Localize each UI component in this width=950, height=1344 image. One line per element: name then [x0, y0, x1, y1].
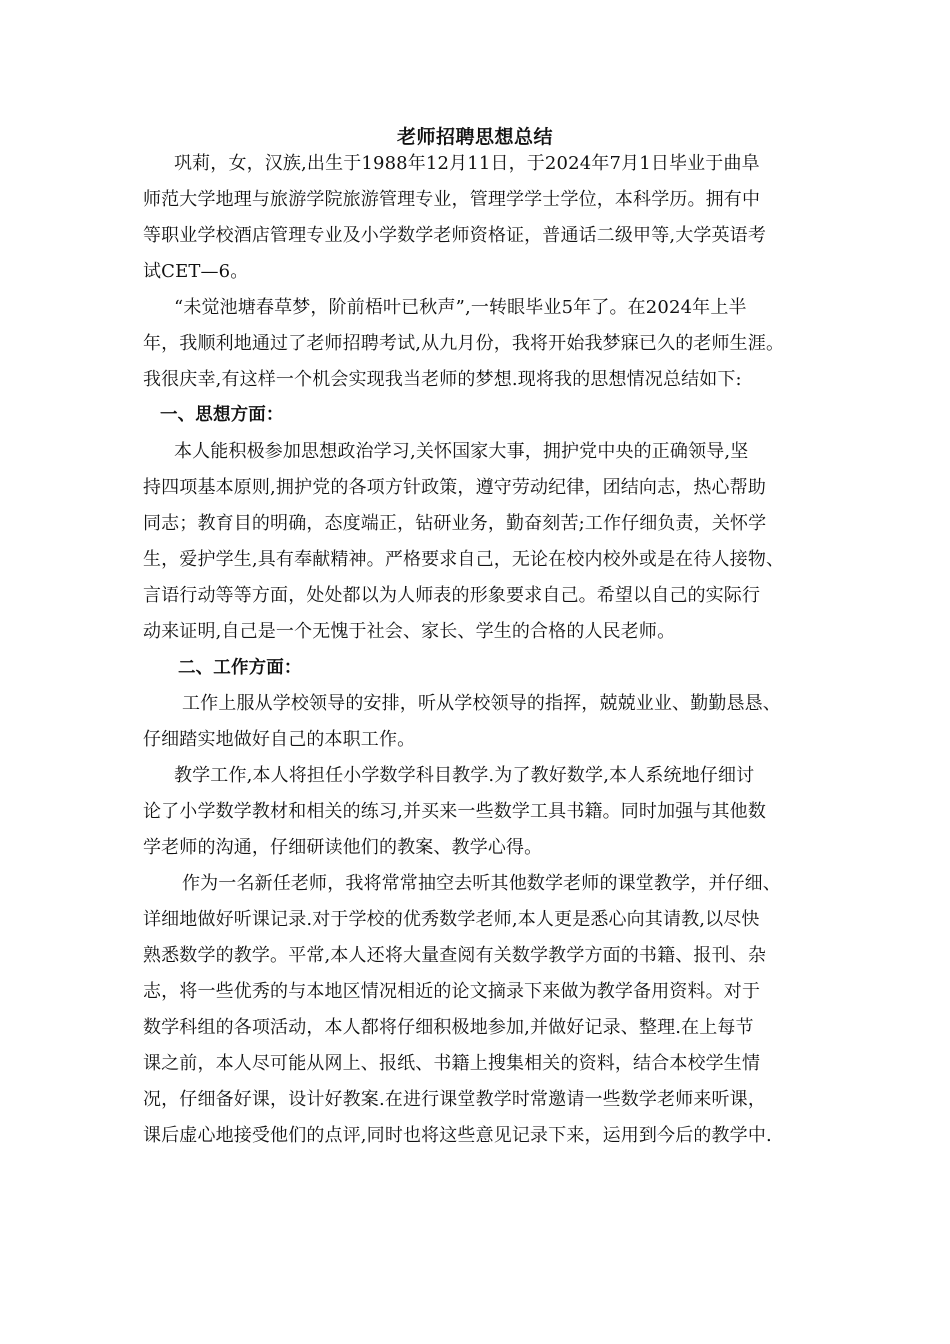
body-text-line: 学老师的沟通，仔细研读他们的教案、教学心得。: [143, 837, 543, 858]
body-text-line: 言语行动等等方面，处处都以为人师表的形象要求自己。希望以自己的实际行: [143, 585, 761, 606]
body-text-line: 数学科组的各项活动，本人都将仔细积极地参加,并做好记录、整理.在上每节: [143, 1017, 754, 1038]
body-text-line: 等职业学校酒店管理专业及小学数学老师资格证，普通话二级甲等,大学英语考: [143, 225, 766, 246]
body-text-line: 详细地做好听课记录.对于学校的优秀数学老师,本人更是悉心向其请教,以尽快: [143, 909, 760, 930]
body-text-line: 持四项基本原则,拥护党的各项方针政策，遵守劳动纪律，团结向志，热心帮助: [143, 477, 766, 498]
section-heading: 二、工作方面：: [178, 658, 302, 678]
section-heading: 一、思想方面：: [160, 405, 284, 425]
body-text-line: 动来证明,自己是一个无愧于社会、家长、学生的合格的人民老师。: [143, 621, 676, 642]
body-text-line: 仔细踏实地做好自己的本职工作。: [143, 729, 416, 750]
body-text-line: “未觉池塘春草梦，阶前梧叶已秋声”,一转眼毕业5年了。在2024年上半: [174, 297, 747, 318]
body-text-line: 熟悉数学的教学。平常,本人还将大量查阅有关数学教学方面的书籍、报刊、杂: [143, 945, 766, 966]
body-text-line: 年，我顺利地通过了老师招聘考试,从九月份，我将开始我梦寐已久的老师生涯。: [143, 333, 785, 354]
body-text-line: 况，仔细备好课，设计好教案.在进行课堂教学时常邀请一些数学老师来听课，: [143, 1089, 766, 1110]
body-text-line: 生，爱护学生,具有奉献精神。严格要求自己，无论在校内校外或是在待人接物、: [143, 549, 785, 570]
body-text-line: 工作上服从学校领导的安排，听从学校领导的指挥，兢兢业业、勤勤恳恳、: [182, 693, 781, 714]
body-text-line: 论了小学数学教材和相关的练习,并买来一些数学工具书籍。同时加强与其他数: [143, 801, 766, 822]
body-text-line: 师范大学地理与旅游学院旅游管理专业，管理学学士学位，本科学历。拥有中: [143, 189, 761, 210]
body-text-line: 本人能积极参加思想政治学习,关怀国家大事，拥护党中央的正确领导,坚: [174, 441, 749, 462]
body-text-line: 教学工作,本人将担任小学数学科目教学.为了教好数学,本人系统地仔细讨: [174, 765, 755, 786]
body-text-line: 巩莉，女，汉族,出生于1988年12月11日，于2024年7月1日毕业于曲阜: [174, 153, 760, 174]
body-text-line: 试CET—6。: [143, 261, 249, 282]
body-text-line: 志，将一些优秀的与本地区情况相近的论文摘录下来做为教学备用资料。对于: [143, 981, 761, 1002]
body-text-line: 课后虚心地接受他们的点评,同时也将这些意见记录下来，运用到今后的教学中.: [143, 1125, 772, 1146]
body-text-line: 作为一名新任老师，我将常常抽空去听其他数学老师的课堂教学，并仔细、: [182, 873, 781, 894]
document-title: 老师招聘思想总结: [396, 126, 553, 148]
body-text-line: 同志；教育目的明确，态度端正，钻研业务，勤奋刻苦;工作仔细负责，关怀学: [143, 513, 767, 534]
body-text-line: 我很庆幸,有这样一个机会实现我当老师的梦想.现将我的思想情况总结如下:: [143, 369, 742, 390]
body-text-line: 课之前，本人尽可能从网上、报纸、书籍上搜集相关的资料，结合本校学生情: [143, 1053, 761, 1074]
